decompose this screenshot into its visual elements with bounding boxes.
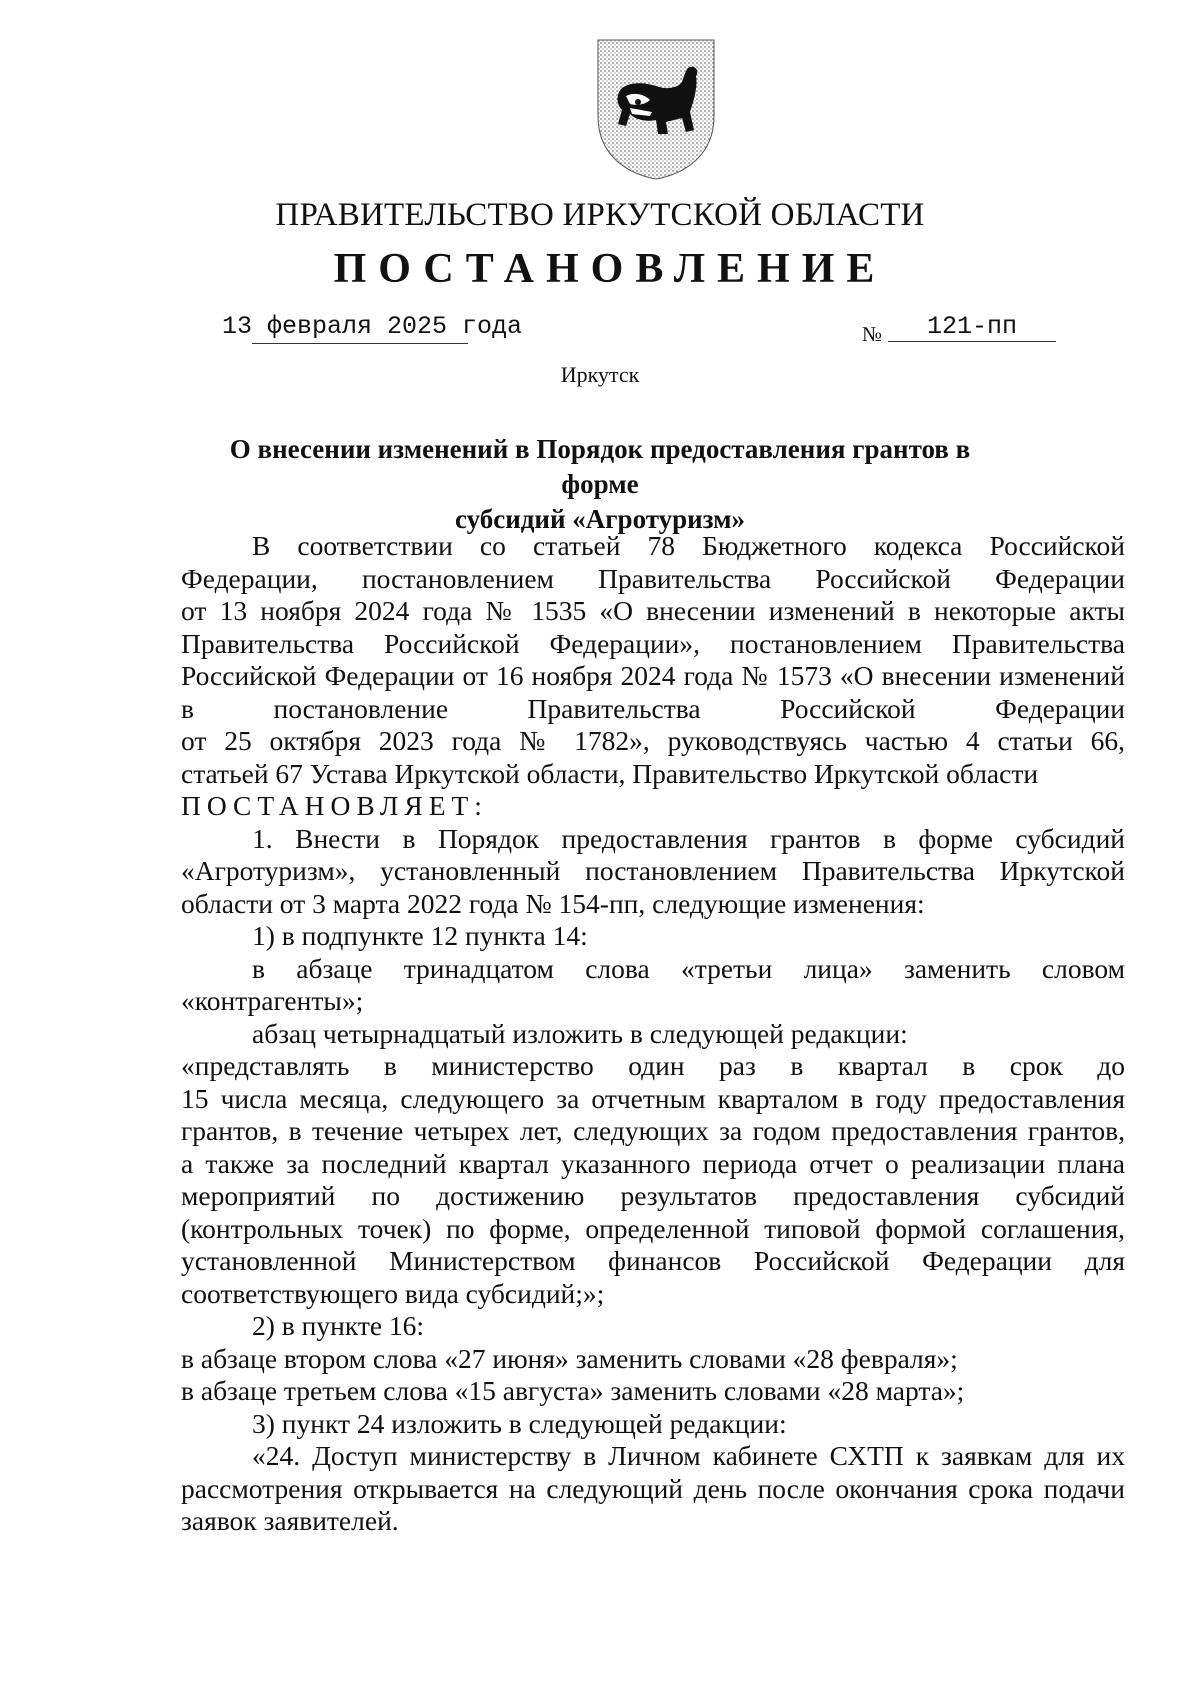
body-line: соответствующего вида субсидий;»; [181,1277,605,1309]
body-line: Правительства Российской Федерации», постановлением Правительства [181,627,1125,659]
body-line: в абзаце втором слова «27 июня» заменить словами «28 февраля»; [181,1342,958,1374]
body-line: области от 3 марта 2022 года № 154-пп, следующие изменения: [181,887,925,919]
coat-of-arms-icon [596,38,716,180]
body-line: «контрагенты»; [181,985,364,1016]
body-line: 1) в подпункте 12 пункта 14: [252,920,588,951]
body-line: Федерации, постановлением Правительства Российской Федерации [181,562,1125,594]
body-line: заявок заявителей. [181,1505,399,1536]
body-line: 3) пункт 24 изложить в следующей редакции: [252,1407,787,1439]
document-subject [200,432,1000,537]
document-number: 121-пп [888,312,1056,342]
document-body [181,530,1125,1538]
body-line: абзац четырнадцатый изложить в следующей редакции: [252,1017,908,1049]
date-underline [252,343,468,344]
body-line: статьей 67 Устава Иркутской области, Правительство Иркутской области [181,757,1039,789]
body-line: «Агротуризм», установленный постановлением Правительства Иркутской [181,855,1125,886]
number-sign: № [862,322,883,346]
body-line: от 13 ноября 2024 года № 1535 «О внесении изменений в некоторые акты [181,595,1125,626]
body-line: «представлять в министерство один раз в квартал в срок до [181,1050,1125,1081]
body-line: а также за последний квартал указанного периода отчет о реализации плана [181,1147,1125,1179]
body-line: мероприятий по достижению результатов предоставления субсидий [181,1180,1125,1211]
document-type-title: ПОСТАНОВЛЕНИЕ [333,246,887,292]
body-line: грантов, в течение четырех лет, следующих за годом предоставления грантов, [181,1115,1125,1146]
document-date-text: 13 февраля 2025 года [222,312,523,341]
body-line: установленной Министерством финансов Российской Федерации для [181,1245,1125,1276]
body-line: от 25 октября 2023 года № 1782», руководствуясь частью 4 статьи 66, [181,725,1125,756]
body-line: 15 числа месяца, следующего за отчетным кварталом в году предоставления [181,1082,1125,1114]
body-line: в абзаце третьем слова «15 августа» заменить словами «28 марта»; [181,1375,965,1406]
document-date [222,312,522,341]
body-line: в постановление Правительства Российской Федерации [181,692,1125,724]
subject-line: субсидий «Агротуризм» [454,504,746,534]
body-line: 1. Внести в Порядок предоставления грантов в форме субсидий [252,822,1125,854]
body-line: (контрольных точек) по форме, определенной типовой формой соглашения, [181,1212,1125,1244]
government-title: ПРАВИТЕЛЬСТВО ИРКУТСКОЙ ОБЛАСТИ [275,197,925,233]
body-line: Российской Федерации от 16 ноября 2024 года № 1573 «О внесении изменений [181,660,1125,691]
subject-line: О внесении изменений в Порядок предоставления грантов в форме [229,434,971,499]
body-line: В соответствии со статьей 78 Бюджетного кодекса Российской [252,530,1125,561]
body-line-resolves: ПОСТАНОВЛЯЕТ: [181,790,488,821]
body-line: рассмотрения открывается на следующий день после окончания срока подачи [181,1472,1125,1504]
document-city: Иркутск [560,362,640,387]
body-line: «24. Доступ министерству в Личном кабинете СХТП к заявкам для их [252,1440,1125,1471]
body-line: в абзаце тринадцатом слова «третьи лица» заменить словом [252,952,1125,984]
body-line: 2) в пункте 16: [252,1310,425,1341]
